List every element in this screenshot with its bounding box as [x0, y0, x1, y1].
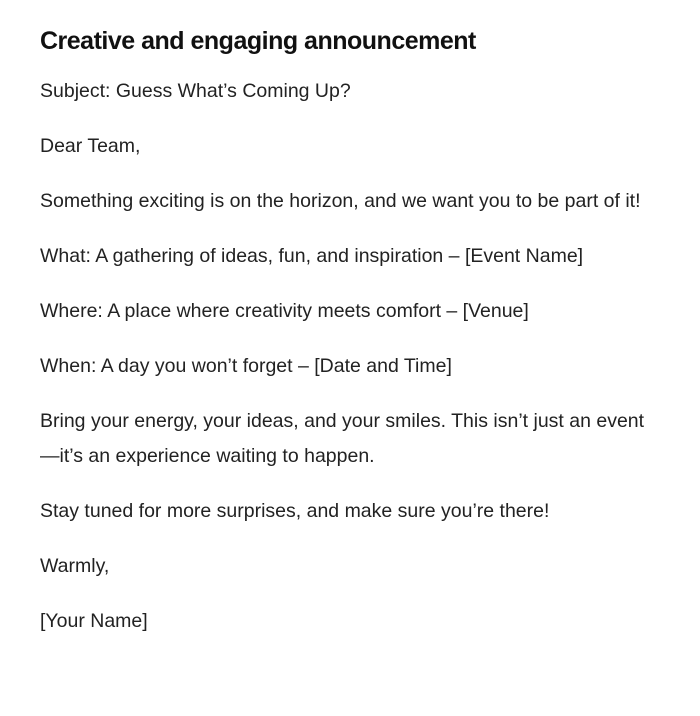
document-title: Creative and engaging announcement: [40, 27, 476, 55]
intro-paragraph: Something exciting is on the horizon, and we want you to be part of it!: [40, 190, 641, 212]
signature: [Your Name]: [40, 610, 148, 632]
stay-tuned-line: Stay tuned for more surprises, and make sure you’re there!: [40, 500, 550, 522]
bring-paragraph: Bring your energy, your ideas, and your smiles. This isn’t just an event—it’s an experience waiting to happen.: [40, 410, 645, 467]
announcement-document: [40, 24, 660, 659]
where-line: Where: A place where creativity meets comfort – [Venue]: [40, 300, 529, 322]
greeting: Dear Team,: [40, 135, 141, 157]
closing: Warmly,: [40, 555, 110, 577]
what-line: What: A gathering of ideas, fun, and inspiration – [Event Name]: [40, 245, 584, 267]
when-line: When: A day you won’t forget – [Date and Time]: [40, 355, 452, 377]
subject-line: Subject: Guess What’s Coming Up?: [40, 80, 351, 102]
